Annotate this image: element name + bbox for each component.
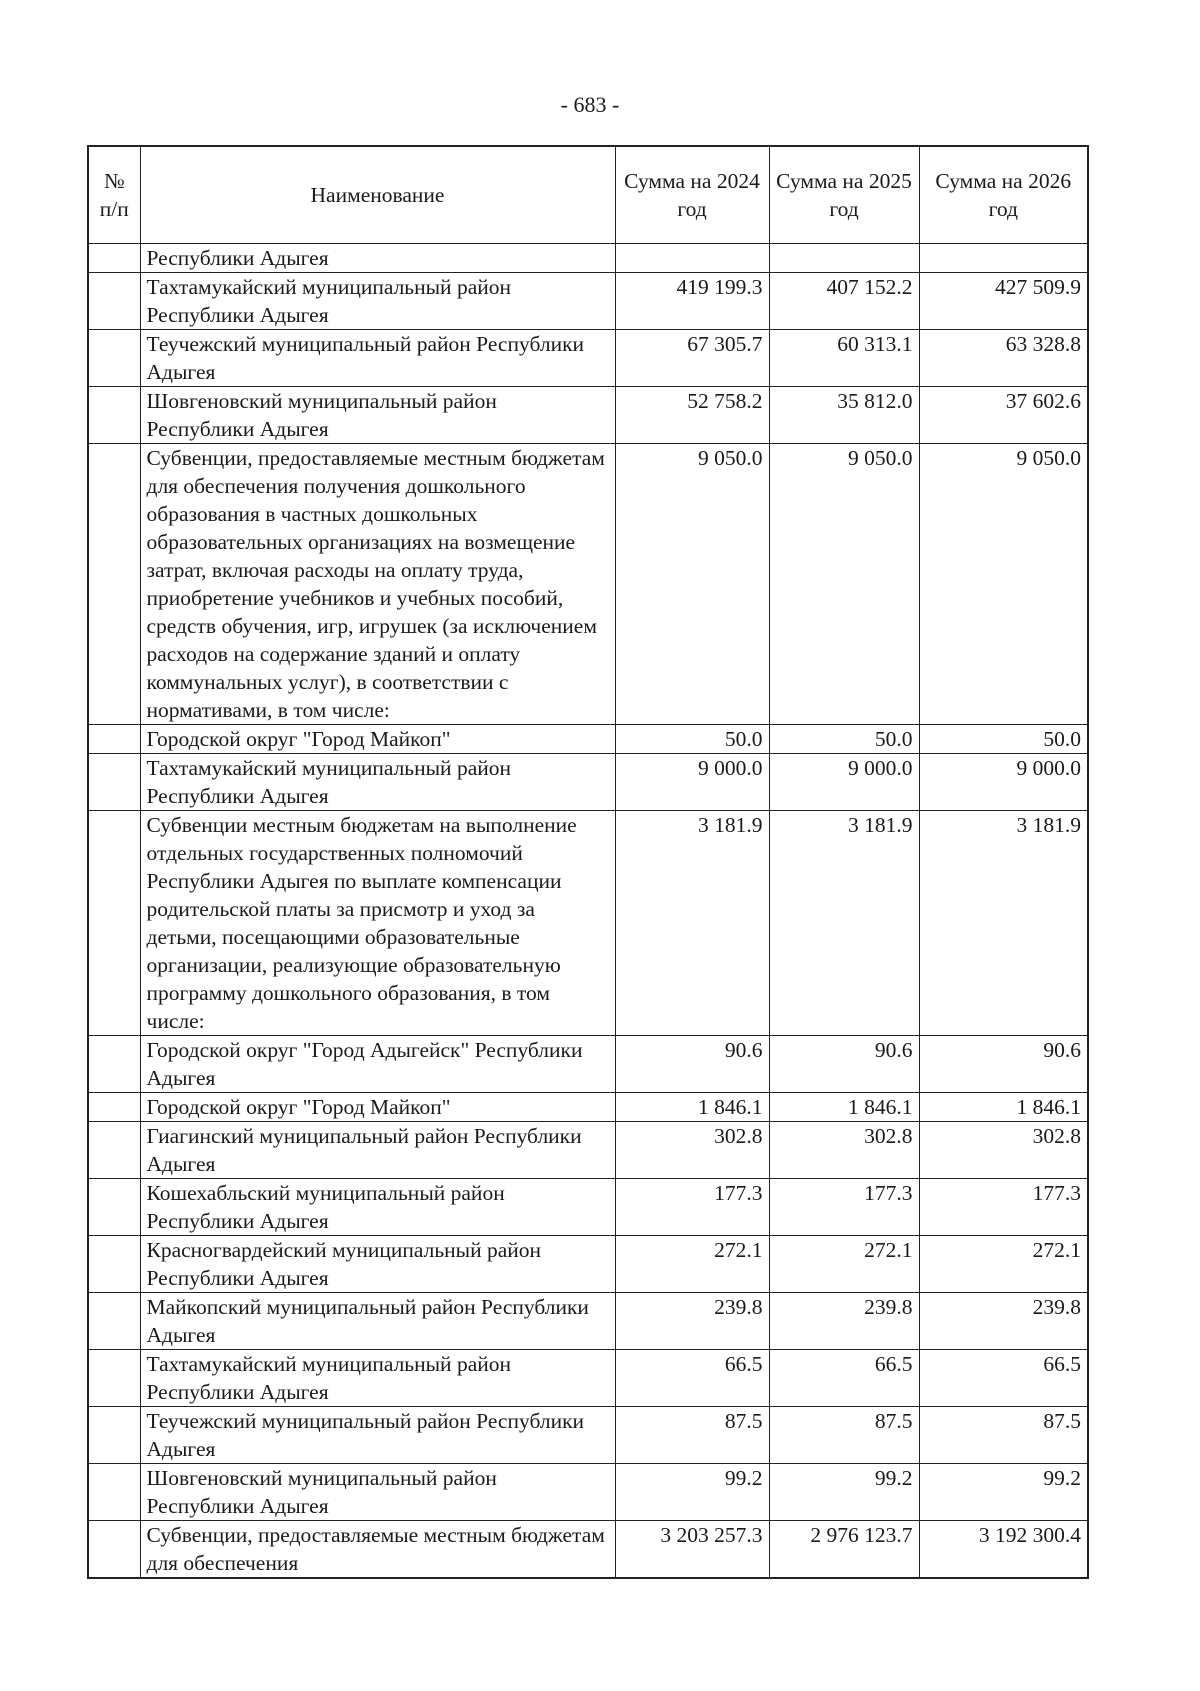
table-row [88,1236,1088,1293]
row-number-cell [88,1350,140,1407]
header-name: Наименование [140,146,615,244]
header-row [88,146,1088,244]
row-sum-2024-cell: 9 050.0 [615,444,769,725]
page-number: - 683 - [560,92,620,117]
row-sum-2024-cell: 67 305.7 [615,330,769,387]
row-number-cell [88,273,140,330]
row-sum-2026-cell: 90.6 [919,1036,1088,1093]
row-sum-2024-cell: 9 000.0 [615,754,769,811]
row-sum-2025-cell: 35 812.0 [769,387,919,444]
row-sum-2025-cell: 3 181.9 [769,811,919,1036]
row-sum-2025-cell: 1 846.1 [769,1093,919,1122]
row-number-cell [88,1293,140,1350]
row-number-cell [88,1179,140,1236]
row-sum-2024-cell [615,244,769,273]
row-sum-2026-cell: 239.8 [919,1293,1088,1350]
row-sum-2024-cell: 3 203 257.3 [615,1521,769,1579]
header-number: № п/п [88,146,140,244]
row-sum-2025-cell: 60 313.1 [769,330,919,387]
row-number-cell [88,444,140,725]
row-sum-2026-cell: 3 181.9 [919,811,1088,1036]
table-row [88,273,1088,330]
row-sum-2026-cell: 3 192 300.4 [919,1521,1088,1579]
row-sum-2025-cell: 407 152.2 [769,273,919,330]
table-row [88,1093,1088,1122]
table-row [88,1521,1088,1579]
table-row [88,1036,1088,1093]
row-number-cell [88,387,140,444]
row-number-cell [88,244,140,273]
row-sum-2025-cell: 239.8 [769,1293,919,1350]
budget-table [87,145,1089,1579]
header-sum-2024: Сумма на 2024 год [615,146,769,244]
table-row [88,1350,1088,1407]
row-sum-2024-cell: 87.5 [615,1407,769,1464]
row-name-cell: Субвенции местным бюджетам на выполнение отдельных государственных полномочий Республики Адыгея по выплате компенсации родительской платы за присмотр и уход за детьми, посещающими образовательные организации, реализующие образовательную программу дошкольного образования, в том числе: [140,811,615,1036]
row-number-cell [88,1407,140,1464]
row-sum-2026-cell: 63 328.8 [919,330,1088,387]
row-sum-2026-cell: 99.2 [919,1464,1088,1521]
row-sum-2024-cell: 50.0 [615,725,769,754]
row-sum-2026-cell: 87.5 [919,1407,1088,1464]
row-sum-2024-cell: 177.3 [615,1179,769,1236]
table-row [88,244,1088,273]
row-name-cell: Теучежский муниципальный район Республики Адыгея [140,330,615,387]
row-sum-2026-cell: 50.0 [919,725,1088,754]
row-sum-2026-cell: 272.1 [919,1236,1088,1293]
row-name-cell: Теучежский муниципальный район Республики Адыгея [140,1407,615,1464]
row-sum-2024-cell: 239.8 [615,1293,769,1350]
row-sum-2025-cell: 9 000.0 [769,754,919,811]
row-sum-2024-cell: 99.2 [615,1464,769,1521]
row-sum-2025-cell: 66.5 [769,1350,919,1407]
row-sum-2025-cell: 302.8 [769,1122,919,1179]
row-sum-2025-cell: 2 976 123.7 [769,1521,919,1579]
row-sum-2024-cell: 272.1 [615,1236,769,1293]
row-name-cell: Майкопский муниципальный район Республики Адыгея [140,1293,615,1350]
table-row [88,811,1088,1036]
row-sum-2025-cell: 90.6 [769,1036,919,1093]
row-sum-2026-cell: 66.5 [919,1350,1088,1407]
row-sum-2024-cell: 90.6 [615,1036,769,1093]
table-row [88,1122,1088,1179]
table-row [88,387,1088,444]
table-row [88,1407,1088,1464]
row-sum-2026-cell: 9 000.0 [919,754,1088,811]
row-name-cell: Городской округ "Город Майкоп" [140,1093,615,1122]
row-sum-2026-cell: 1 846.1 [919,1093,1088,1122]
row-name-cell: Кошехабльский муниципальный район Республики Адыгея [140,1179,615,1236]
table-row [88,725,1088,754]
row-number-cell [88,725,140,754]
row-number-cell [88,1036,140,1093]
row-sum-2025-cell: 9 050.0 [769,444,919,725]
header-sum-2026: Сумма на 2026 год [919,146,1088,244]
row-name-cell: Гиагинский муниципальный район Республики Адыгея [140,1122,615,1179]
row-number-cell [88,1521,140,1579]
header-sum-2025: Сумма на 2025 год [769,146,919,244]
row-sum-2026-cell: 302.8 [919,1122,1088,1179]
row-sum-2024-cell: 52 758.2 [615,387,769,444]
row-sum-2026-cell: 9 050.0 [919,444,1088,725]
row-sum-2024-cell: 419 199.3 [615,273,769,330]
row-number-cell [88,754,140,811]
row-number-cell [88,1236,140,1293]
row-number-cell [88,1093,140,1122]
row-name-cell: Субвенции, предоставляемые местным бюджетам для обеспечения получения дошкольного образования в частных дошкольных образовательных организациях на возмещение затрат, включая расходы на оплату труда, приобретение учебников и учебных пособий, средств обучения, игр, игрушек (за исключением расходов на содержание зданий и оплату коммунальных услуг), в соответствии с нормативами, в том числе: [140,444,615,725]
row-sum-2024-cell: 1 846.1 [615,1093,769,1122]
table-header [88,146,1088,244]
row-name-cell: Субвенции, предоставляемые местным бюджетам для обеспечения [140,1521,615,1579]
row-sum-2024-cell: 3 181.9 [615,811,769,1036]
table-row [88,754,1088,811]
row-sum-2025-cell: 99.2 [769,1464,919,1521]
row-number-cell [88,1464,140,1521]
row-sum-2024-cell: 66.5 [615,1350,769,1407]
table-body [88,244,1088,1579]
row-number-cell [88,811,140,1036]
row-sum-2026-cell: 177.3 [919,1179,1088,1236]
row-sum-2026-cell [919,244,1088,273]
row-sum-2025-cell: 177.3 [769,1179,919,1236]
row-name-cell: Городской округ "Город Майкоп" [140,725,615,754]
row-name-cell: Республики Адыгея [140,244,615,273]
table-row [88,1293,1088,1350]
table-row [88,1179,1088,1236]
row-name-cell: Шовгеновский муниципальный район Республики Адыгея [140,387,615,444]
table-row [88,1464,1088,1521]
row-name-cell: Тахтамукайский муниципальный район Республики Адыгея [140,754,615,811]
row-sum-2025-cell: 50.0 [769,725,919,754]
row-sum-2025-cell [769,244,919,273]
row-sum-2025-cell: 87.5 [769,1407,919,1464]
row-number-cell [88,1122,140,1179]
table-row [88,330,1088,387]
row-sum-2024-cell: 302.8 [615,1122,769,1179]
row-name-cell: Красногвардейский муниципальный район Республики Адыгея [140,1236,615,1293]
row-name-cell: Шовгеновский муниципальный район Республики Адыгея [140,1464,615,1521]
table-row [88,444,1088,725]
row-sum-2026-cell: 37 602.6 [919,387,1088,444]
row-name-cell: Тахтамукайский муниципальный район Республики Адыгея [140,1350,615,1407]
row-sum-2026-cell: 427 509.9 [919,273,1088,330]
row-number-cell [88,330,140,387]
row-sum-2025-cell: 272.1 [769,1236,919,1293]
row-name-cell: Тахтамукайский муниципальный район Республики Адыгея [140,273,615,330]
row-name-cell: Городской округ "Город Адыгейск" Республики Адыгея [140,1036,615,1093]
